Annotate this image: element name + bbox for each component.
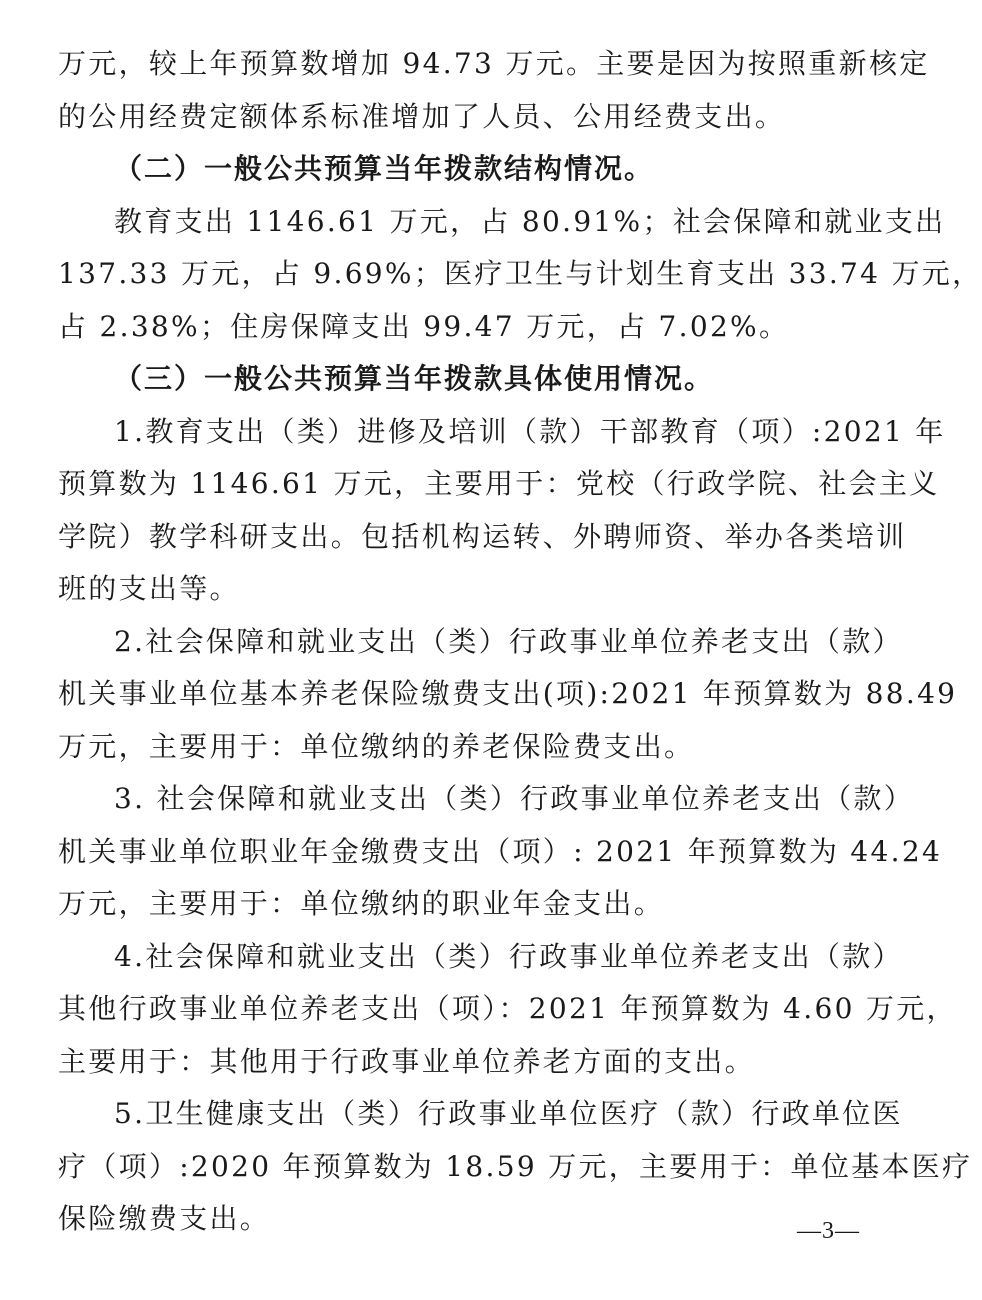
text-line: 万元，主要用于：单位缴纳的养老保险费支出。 [58,729,695,763]
text-line: 占 2.38%；住房保障支出 99.47 万元，占 7.02%。 [58,309,790,343]
text-line: 万元，较上年预算数增加 94.73 万元。主要是因为按照重新核定 [58,47,930,80]
text-line: 保险缴费支出。 [58,1202,271,1235]
text-line: 其他行政事业单位养老支出（项）：2021 年预算数为 4.60 万元， [58,992,957,1025]
text-line: 万元，主要用于：单位缴纳的职业年金支出。 [58,887,665,920]
text-line: 137.33 万元，占 9.69%；医疗卫生与计划生育支出 33.74 万元， [58,257,982,290]
text-line: 疗（项）:2020 年预算数为 18.59 万元，主要用于：单位基本医疗 [58,1149,973,1183]
text-line: 4.社会保障和就业支出（类）行政事业单位养老支出（款） [114,939,903,973]
section-heading: （三）一般公共预算当年拨款具体使用情况。 [114,362,715,395]
text-line: 机关事业单位基本养老保险缴费支出(项):2021 年预算数为 88.49 [58,677,958,710]
text-line: 的公用经费定额体系标准增加了人员、公用经费支出。 [58,99,786,133]
document-body [58,38,982,1246]
text-line: 班的支出等。 [58,572,240,605]
text-line: 预算数为 1146.61 万元，主要用于：党校（行政学院、社会主义 [58,467,940,500]
text-line: 3. 社会保障和就业支出（类）行政事业单位养老支出（款） [114,782,915,815]
text-line: 1.教育支出（类）进修及培训（款）干部教育（项）:2021 年 [114,414,946,448]
text-line: 主要用于：其他用于行政事业单位养老方面的支出。 [58,1044,755,1078]
text-line: 教育支出 1146.61 万元，占 80.91%；社会保障和就业支出 [114,204,946,238]
text-line: 学院）教学科研支出。包括机构运转、外聘师资、举办各类培训 [58,519,907,553]
text-line: 5.卫生健康支出（类）行政事业单位医疗（款）行政单位医 [114,1097,903,1130]
section-heading: （二）一般公共预算当年拨款结构情况。 [114,152,655,185]
text-line: 机关事业单位职业年金缴费支出（项）: 2021 年预算数为 44.24 [58,834,943,868]
page-number: —3— [797,1218,860,1244]
text-line: 2.社会保障和就业支出（类）行政事业单位养老支出（款） [114,624,903,658]
